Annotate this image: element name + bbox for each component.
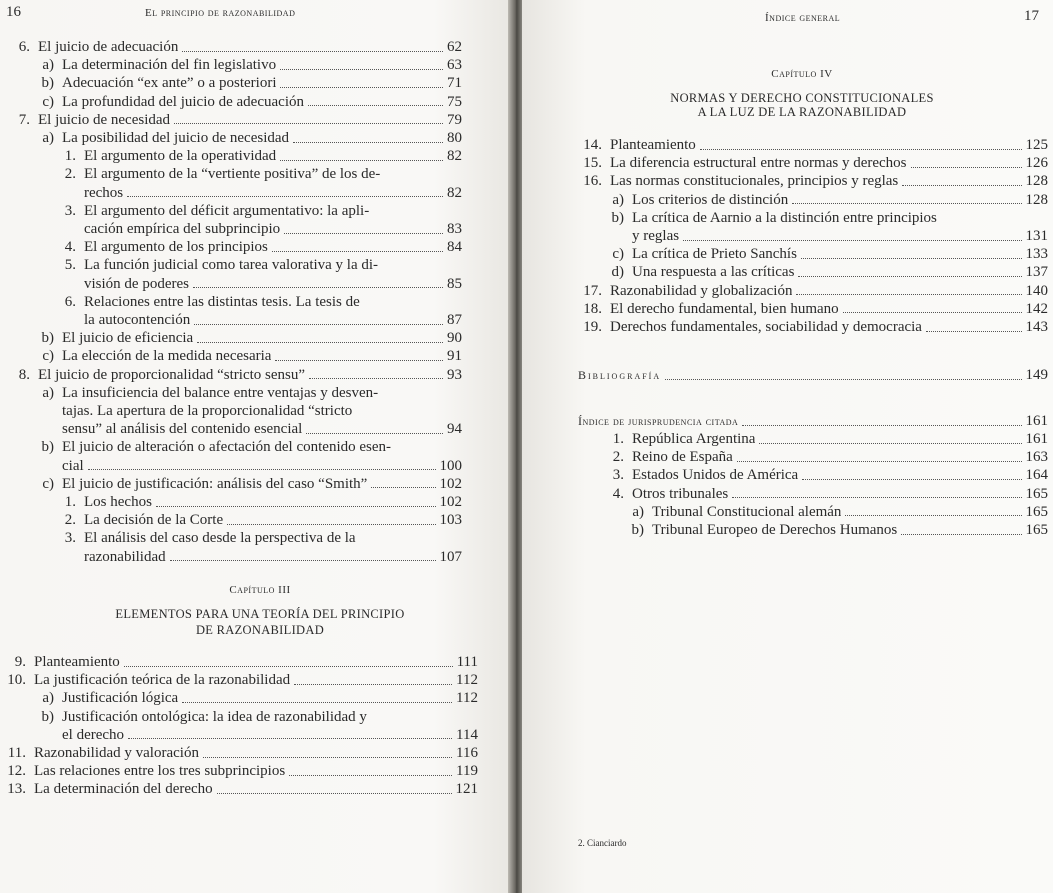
entry-number: b) xyxy=(631,522,644,538)
toc-entry xyxy=(28,347,462,365)
toc-entry xyxy=(570,154,1048,172)
entry-page: 82 xyxy=(447,148,462,165)
leader-dots xyxy=(284,233,443,234)
entry-number: 1. xyxy=(612,431,624,447)
entry-page: 90 xyxy=(447,330,462,347)
entry-page: 87 xyxy=(447,312,462,328)
toc-entry-jurisprudence xyxy=(578,412,1048,430)
leader-dots xyxy=(294,684,452,685)
entry-page: 107 xyxy=(439,548,462,565)
signature-mark: 2. Cianciardo xyxy=(578,838,627,848)
entry-number: 2. xyxy=(64,166,76,183)
entry-page: 161 xyxy=(1025,413,1048,429)
entry-page: 137 xyxy=(1025,264,1048,281)
entry-number: 4. xyxy=(64,239,76,256)
leader-dots xyxy=(306,433,443,434)
entry-title: Bibliografía xyxy=(578,368,662,382)
toc-entry xyxy=(28,689,478,707)
leader-dots xyxy=(128,738,452,739)
entry-number: 7. xyxy=(18,111,30,128)
entry-page: 126 xyxy=(1025,155,1048,172)
leader-dots xyxy=(902,185,1021,186)
entry-title: Los criterios de distinción xyxy=(632,191,789,208)
entry-page: 85 xyxy=(447,275,462,292)
entry-page: 114 xyxy=(456,726,478,743)
leader-dots xyxy=(759,443,1021,444)
toc-entry xyxy=(28,56,462,74)
toc-entry xyxy=(570,136,1048,154)
entry-title: El análisis del caso desde la perspectiva de la xyxy=(84,530,356,547)
leader-dots xyxy=(901,534,1021,535)
entry-number: 18. xyxy=(583,300,602,317)
entry-title: cial xyxy=(62,457,84,474)
entry-title: El juicio de necesidad xyxy=(38,111,171,128)
toc-entry xyxy=(598,485,1048,503)
entry-title: rechos xyxy=(84,184,124,201)
leader-dots xyxy=(124,666,453,667)
entry-number: c) xyxy=(42,475,54,492)
leader-dots xyxy=(170,560,436,561)
page-number: 16 xyxy=(6,4,21,20)
leader-dots xyxy=(280,160,443,161)
entry-number: d) xyxy=(611,264,624,281)
entry-number: c) xyxy=(612,246,624,263)
entry-title: La insuficiencia del balance entre ventajas y desven- xyxy=(62,384,379,401)
leader-dots xyxy=(742,425,1021,426)
entry-title: y reglas xyxy=(632,228,680,244)
entry-page: 94 xyxy=(447,421,462,438)
toc-entry xyxy=(570,300,1048,318)
entry-page: 82 xyxy=(447,184,462,201)
toc-entry xyxy=(598,448,1048,466)
entry-title: La función judicial como tarea valorativa y la di- xyxy=(84,257,379,274)
running-head: El principio de razonabilidad xyxy=(145,7,296,19)
entry-page: 111 xyxy=(456,654,478,670)
toc-entry xyxy=(598,263,1048,281)
entry-title: Reino de España xyxy=(632,449,733,466)
leader-dots xyxy=(182,51,443,52)
leader-dots xyxy=(194,324,443,325)
entry-number: 4. xyxy=(612,485,624,502)
entry-page: 102 xyxy=(439,494,462,510)
entry-number: 15. xyxy=(583,155,602,172)
entry-number: 2. xyxy=(612,449,624,466)
entry-page: 112 xyxy=(456,690,478,707)
toc-entry xyxy=(52,511,462,529)
leader-dots xyxy=(289,775,452,776)
toc-entry xyxy=(598,245,1048,263)
page-number: 17 xyxy=(1024,8,1039,24)
toc-entry xyxy=(84,311,462,329)
leader-dots xyxy=(174,123,443,124)
toc-entry xyxy=(632,227,1048,245)
toc-entry xyxy=(84,548,462,566)
entry-number: a) xyxy=(42,130,54,146)
leader-dots xyxy=(683,240,1021,241)
toc-entry xyxy=(28,438,391,456)
entry-page: 79 xyxy=(447,111,462,128)
entry-title: Relaciones entre las distintas tesis. La tesis de xyxy=(84,293,360,310)
entry-number: 14. xyxy=(583,137,602,153)
leader-dots xyxy=(843,312,1022,313)
entry-page: 149 xyxy=(1025,367,1048,383)
entry-number: a) xyxy=(42,57,54,74)
entry-title: El juicio de proporcionalidad “stricto sensu” xyxy=(38,366,306,383)
leader-dots xyxy=(203,757,452,758)
leader-dots xyxy=(371,487,435,488)
entry-title: La determinación del fin legislativo xyxy=(62,57,277,74)
chapter-label: Capítulo IV xyxy=(771,68,833,80)
entry-number: c) xyxy=(42,93,54,110)
chapter-title-line-1: NORMAS Y DERECHO CONSTITUCIONALES xyxy=(670,91,934,105)
chapter-title-line-1: ELEMENTOS PARA UNA TEORÍA DEL PRINCIPIO xyxy=(115,607,405,621)
entry-title: El derecho fundamental, bien humano xyxy=(610,300,839,317)
entry-title: Justificación ontológica: la idea de razonabilidad y xyxy=(62,708,367,725)
entry-number: 3. xyxy=(612,467,624,484)
entry-title: Las normas constitucionales, principios y reglas xyxy=(610,173,899,190)
entry-title: razonabilidad xyxy=(84,548,166,565)
entry-title: El argumento de los principios xyxy=(84,239,268,256)
entry-page: 131 xyxy=(1025,228,1048,244)
toc-entry xyxy=(570,172,1048,190)
entry-number: 11. xyxy=(7,745,26,761)
chapter-title-line-2: DE RAZONABILIDAD xyxy=(195,623,325,637)
entry-page: 163 xyxy=(1025,449,1048,466)
entry-number: b) xyxy=(41,75,54,92)
toc-entry xyxy=(28,708,367,726)
right-page xyxy=(522,0,1053,893)
entry-number: 3. xyxy=(64,530,76,547)
toc-entry xyxy=(28,74,462,92)
entry-number: 19. xyxy=(583,319,602,335)
entry-page: 164 xyxy=(1025,467,1048,484)
entry-title: Razonabilidad y globalización xyxy=(610,282,793,299)
toc-entry xyxy=(570,318,1048,336)
left-page xyxy=(0,0,510,893)
entry-number: 16. xyxy=(583,173,602,190)
toc-entry xyxy=(28,384,378,402)
entry-number: 1. xyxy=(64,148,76,165)
entry-page: 112 xyxy=(456,672,478,689)
entry-page: 128 xyxy=(1025,191,1048,208)
entry-number: 5. xyxy=(64,257,76,274)
entry-page: 161 xyxy=(1025,431,1048,447)
leader-dots xyxy=(737,461,1022,462)
entry-number: 13. xyxy=(7,781,26,798)
entry-title: La justificación teórica de la razonabilidad xyxy=(34,672,291,689)
entry-number: a) xyxy=(42,384,54,401)
entry-title: El argumento de la “vertiente positiva” de los de- xyxy=(84,166,381,183)
leader-dots xyxy=(911,167,1022,168)
toc-entry xyxy=(0,762,478,780)
leader-dots xyxy=(801,258,1022,259)
toc-entry xyxy=(0,38,462,56)
entry-number: 1. xyxy=(64,494,76,510)
entry-number: 9. xyxy=(14,654,26,670)
entry-title: Estados Unidos de América xyxy=(632,467,799,484)
toc-entry xyxy=(62,420,462,438)
toc-entry xyxy=(598,209,937,227)
entry-title: La determinación del derecho xyxy=(34,781,213,798)
entry-title: El juicio de eficiencia xyxy=(62,330,194,347)
entry-title: Derechos fundamentales, sociabilidad y democracia xyxy=(610,319,922,335)
entry-number: 2. xyxy=(64,512,76,529)
entry-page: 121 xyxy=(455,781,478,798)
entry-title: La decisión de la Corte xyxy=(84,512,224,529)
entry-page: 119 xyxy=(456,763,478,780)
entry-title: Tribunal Europeo de Derechos Humanos xyxy=(652,522,898,538)
entry-number: 8. xyxy=(18,366,30,383)
entry-title: El juicio de alteración o afectación del contenido esen- xyxy=(62,439,392,456)
entry-title: Otros tribunales xyxy=(632,485,729,502)
toc-entry xyxy=(620,521,1048,539)
entry-title: La diferencia estructural entre normas y derechos xyxy=(610,155,907,172)
entry-number: b) xyxy=(41,439,54,456)
leader-dots xyxy=(665,379,1021,380)
entry-number: b) xyxy=(41,330,54,347)
toc-entry xyxy=(52,256,378,274)
entry-page: 133 xyxy=(1025,246,1048,263)
entry-title: La elección de la medida necesaria xyxy=(62,348,272,365)
toc-entry xyxy=(570,282,1048,300)
entry-title: el derecho xyxy=(62,726,125,743)
entry-number: a) xyxy=(42,690,54,707)
leader-dots xyxy=(796,294,1021,295)
entry-title: Planteamiento xyxy=(34,654,120,670)
toc-entry xyxy=(598,466,1048,484)
entry-number: 10. xyxy=(7,672,26,689)
toc-entry xyxy=(52,529,356,547)
toc-entry xyxy=(52,493,462,511)
leader-dots xyxy=(156,506,436,507)
entry-title: tajas. La apertura de la proporcionalidad “stricto xyxy=(62,403,353,419)
leader-dots xyxy=(309,378,443,379)
entry-title: República Argentina xyxy=(632,431,756,447)
entry-page: 83 xyxy=(447,221,462,237)
entry-title: visión de poderes xyxy=(84,275,189,292)
entry-page: 93 xyxy=(447,366,462,383)
entry-title: Las relaciones entre los tres subprincipios xyxy=(34,763,286,780)
toc-entry xyxy=(52,202,369,220)
entry-page: 75 xyxy=(447,93,462,110)
leader-dots xyxy=(272,251,443,252)
entry-page: 116 xyxy=(456,745,478,761)
entry-page: 71 xyxy=(447,75,462,92)
entry-page: 128 xyxy=(1025,173,1048,190)
entry-page: 140 xyxy=(1025,282,1048,299)
leader-dots xyxy=(193,287,443,288)
toc-entry xyxy=(28,129,462,147)
entry-number: 3. xyxy=(64,202,76,219)
entry-number: a) xyxy=(612,191,624,208)
entry-page: 102 xyxy=(439,475,462,492)
entry-title: Justificación lógica xyxy=(62,690,179,707)
entry-number: 17. xyxy=(583,282,602,299)
entry-number: a) xyxy=(632,503,644,520)
entry-title: Planteamiento xyxy=(610,137,696,153)
toc-entry xyxy=(0,780,478,798)
leader-dots xyxy=(802,479,1021,480)
toc-entry xyxy=(0,671,478,689)
toc-entry xyxy=(84,220,462,238)
chapter-label: Capítulo III xyxy=(229,584,291,596)
entry-number: c) xyxy=(42,348,54,365)
entry-page: 165 xyxy=(1025,522,1048,538)
entry-number: 6. xyxy=(64,293,76,310)
entry-title: sensu” al análisis del contenido esencial xyxy=(62,421,303,438)
entry-page: 142 xyxy=(1025,300,1048,317)
toc-entry xyxy=(0,366,462,384)
chapter-title-line-2: A LA LUZ DE LA RAZONABILIDAD xyxy=(697,105,907,119)
entry-title: El argumento del déficit argumentativo: la apli- xyxy=(84,202,370,219)
entry-page: 100 xyxy=(439,457,462,474)
entry-title: La posibilidad del juicio de necesidad xyxy=(62,130,290,146)
toc-entry-continuation xyxy=(62,402,352,420)
leader-dots xyxy=(798,276,1021,277)
entry-title: Tribunal Constitucional alemán xyxy=(652,503,842,520)
toc-entry xyxy=(62,457,462,475)
entry-title: La crítica de Prieto Sanchís xyxy=(632,246,797,263)
entry-page: 84 xyxy=(447,239,462,256)
entry-page: 62 xyxy=(447,39,462,55)
toc-entry xyxy=(598,430,1048,448)
entry-title: la autocontención xyxy=(84,312,191,328)
toc-entry xyxy=(0,653,478,671)
leader-dots xyxy=(182,702,452,703)
entry-title: Los hechos xyxy=(84,494,152,510)
toc-entry xyxy=(598,191,1048,209)
entry-number: b) xyxy=(41,708,54,725)
entry-title: Adecuación “ex ante” o a posteriori xyxy=(62,75,277,92)
toc-entry xyxy=(84,275,462,293)
leader-dots xyxy=(197,342,443,343)
entry-page: 63 xyxy=(447,57,462,74)
entry-page: 165 xyxy=(1025,503,1048,520)
leader-dots xyxy=(700,149,1022,150)
entry-number: 12. xyxy=(7,763,26,780)
entry-page: 103 xyxy=(439,512,462,529)
leader-dots xyxy=(280,87,443,88)
toc-entry xyxy=(52,147,462,165)
toc-entry xyxy=(52,165,380,183)
entry-title: cación empírica del subprincipio xyxy=(84,221,281,237)
entry-number: 6. xyxy=(18,39,30,55)
entry-number: b) xyxy=(611,209,624,226)
running-head: Índice general xyxy=(765,12,841,24)
entry-title: Una respuesta a las críticas xyxy=(632,264,795,281)
toc-entry xyxy=(0,744,478,762)
leader-dots xyxy=(845,515,1021,516)
entry-title: Índice de jurisprudencia citada xyxy=(578,414,739,428)
entry-page: 143 xyxy=(1025,319,1048,335)
toc-entry xyxy=(84,184,462,202)
leader-dots xyxy=(127,196,443,197)
entry-page: 91 xyxy=(447,348,462,365)
toc-entry xyxy=(28,475,462,493)
leader-dots xyxy=(275,360,443,361)
entry-page: 165 xyxy=(1025,485,1048,502)
entry-title: La crítica de Aarnio a la distinción entre principios xyxy=(632,209,937,226)
entry-page: 80 xyxy=(447,130,462,146)
toc-entry xyxy=(28,93,462,111)
leader-dots xyxy=(227,524,435,525)
leader-dots xyxy=(792,203,1021,204)
leader-dots xyxy=(308,105,443,106)
toc-entry xyxy=(62,726,478,744)
toc-entry xyxy=(0,111,462,129)
entry-title: El argumento de la operatividad xyxy=(84,148,277,165)
leader-dots xyxy=(217,793,452,794)
toc-entry xyxy=(52,238,462,256)
toc-entry xyxy=(620,503,1048,521)
entry-title: El juicio de adecuación xyxy=(38,39,179,55)
leader-dots xyxy=(88,469,436,470)
leader-dots xyxy=(293,142,443,143)
entry-title: El juicio de justificación: análisis del caso “Smith” xyxy=(62,475,368,492)
entry-title: La profundidad del juicio de adecuación xyxy=(62,93,304,110)
toc-entry-bibliography xyxy=(578,366,1048,384)
entry-title: Razonabilidad y valoración xyxy=(34,745,199,761)
leader-dots xyxy=(280,69,443,70)
leader-dots xyxy=(926,331,1022,332)
toc-entry xyxy=(28,329,462,347)
toc-entry xyxy=(52,293,360,311)
entry-page: 125 xyxy=(1025,137,1048,153)
leader-dots xyxy=(732,497,1021,498)
